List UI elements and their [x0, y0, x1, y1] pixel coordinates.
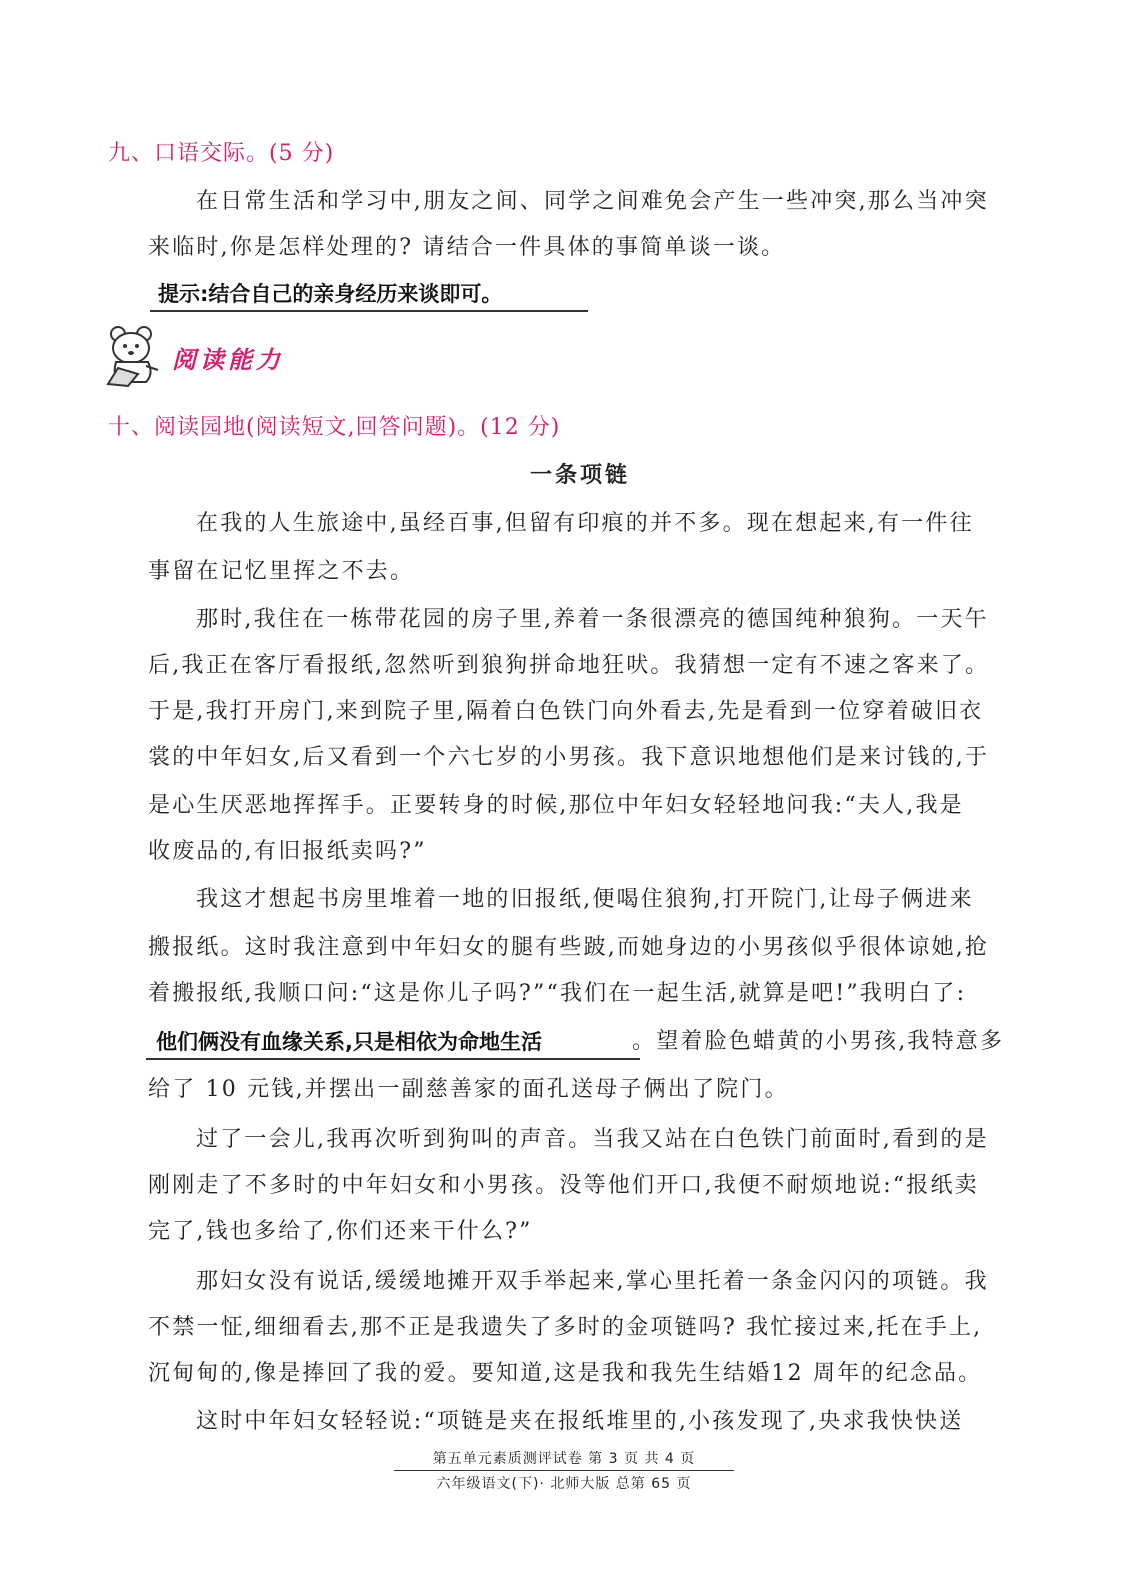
footer-line-1: 第五单元素质测评试卷 第 3 页 共 4 页	[394, 1448, 734, 1471]
passage-line: 那时,我住在一栋带花园的房子里,养着一条很漂亮的德国纯种狼狗。一天午	[196, 607, 989, 632]
q9-text-line-1: 在日常生活和学习中,朋友之间、同学之间难免会产生一些冲突,那么当冲突	[196, 189, 989, 214]
q9-hint-answer: 提示:结合自己的亲身经历来谈即可。	[150, 278, 588, 312]
passage-line: 沉甸甸的,像是捧回了我的爱。要知道,这是我和我先生结婚12 周年的纪念品。	[148, 1361, 983, 1386]
passage-line: 。望着脸色蜡黄的小男孩,我特意多	[632, 1029, 1005, 1054]
q10-fill-in-answer: 他们俩没有血缘关系,只是相依为命地生活	[146, 1026, 640, 1060]
footer-line-2: 六年级语文(下)· 北师大版 总第 65 页	[436, 1476, 692, 1492]
section-label: 阅读能力	[172, 345, 284, 374]
passage-line: 于是,我打开房门,来到院子里,隔着白色铁门向外看去,先是看到一位穿着破旧衣	[148, 699, 984, 724]
passage-line: 过了一会儿,我再次听到狗叫的声音。当我又站在白色铁门前面时,看到的是	[196, 1127, 989, 1152]
passage-line: 搬报纸。这时我注意到中年妇女的腿有些跛,而她身边的小男孩似乎很体谅她,抢	[148, 935, 990, 960]
bear-reading-icon	[102, 322, 168, 388]
passage-line: 不禁一怔,细细看去,那不正是我遗失了多时的金项链吗? 我忙接过来,托在手上,	[148, 1315, 983, 1340]
passage-line: 完了,钱也多给了,你们还来干什么?”	[148, 1219, 533, 1244]
passage-line: 刚刚走了不多时的中年妇女和小男孩。没等他们开口,我便不耐烦地说:“报纸卖	[148, 1173, 979, 1198]
question-9-title: 九、口语交际。(5 分)	[108, 141, 335, 166]
passage-line: 在我的人生旅途中,虽经百事,但留有印痕的并不多。现在想起来,有一件往	[196, 511, 974, 536]
passage-line: 这时中年妇女轻轻说:“项链是夹在报纸堆里的,小孩发现了,央求我快快送	[196, 1409, 964, 1434]
passage-line: 着搬报纸,我顺口问:“这是你儿子吗?”“我们在一起生活,就算是吧!”我明白了:	[148, 981, 967, 1006]
passage-line: 事留在记忆里挥之不去。	[148, 559, 415, 584]
page-footer	[394, 1448, 734, 1493]
passage-line: 是心生厌恶地挥挥手。正要转身的时候,那位中年妇女轻轻地问我:“夫人,我是	[148, 793, 964, 818]
passage-line: 收废品的,有旧报纸卖吗?”	[148, 839, 427, 864]
q9-text-line-2: 来临时,你是怎样处理的? 请结合一件具体的事简单谈一谈。	[148, 235, 786, 260]
passage-line: 给了 10 元钱,并摆出一副慈善家的面孔送母子俩出了院门。	[148, 1077, 789, 1102]
passage-title: 一条项链	[530, 463, 631, 488]
passage-line: 后,我正在客厅看报纸,忽然听到狼狗拼命地狂吠。我猜想一定有不速之客来了。	[148, 653, 990, 678]
passage-line: 我这才想起书房里堆着一地的旧报纸,便喝住狼狗,打开院门,让母子俩进来	[196, 887, 974, 912]
passage-line: 那妇女没有说话,缓缓地摊开双手举起来,掌心里托着一条金闪闪的项链。我	[196, 1269, 989, 1294]
passage-line: 裳的中年妇女,后又看到一个六七岁的小男孩。我下意识地想他们是来讨钱的,于	[148, 745, 990, 770]
question-10-title: 十、阅读园地(阅读短文,回答问题)。(12 分)	[108, 415, 561, 440]
